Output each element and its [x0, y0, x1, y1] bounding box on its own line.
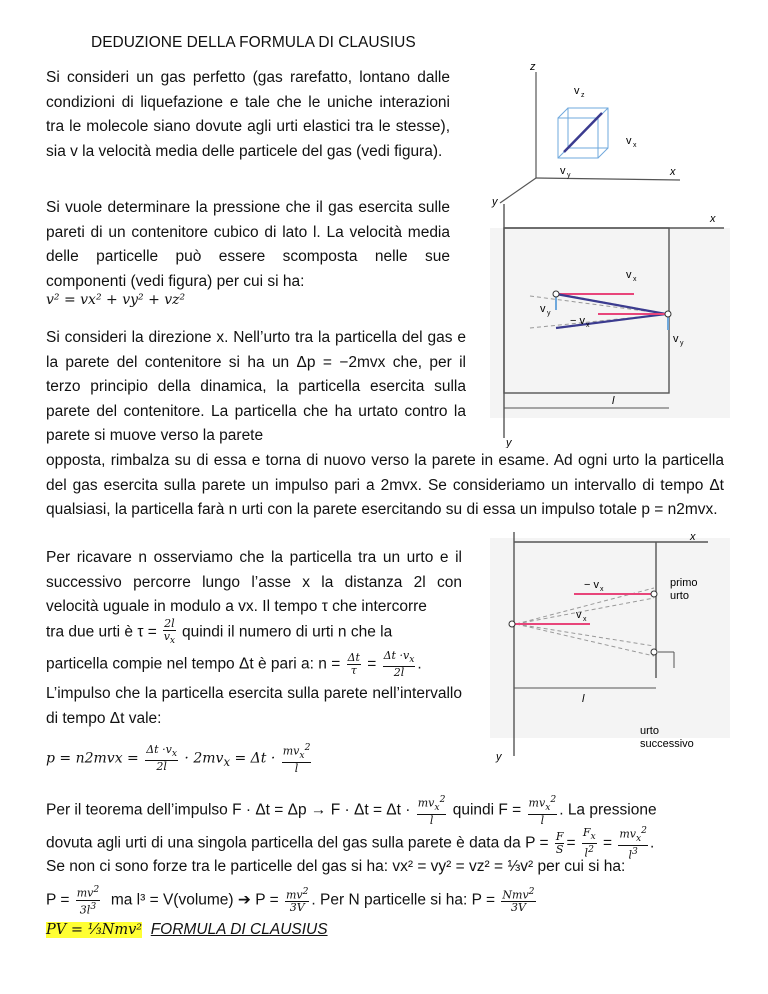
fig2-vy-left-label: v [540, 303, 546, 315]
fig2-vx-sub: x [633, 276, 637, 283]
n-line: particella compie nel tempo Δt è pari a: n = $\frac{\Delta t}{\tau}$ = $\frac{\Delta t \cdot v_x}{2l}$ . [46, 649, 422, 680]
fig1-vz-label: v [574, 85, 580, 97]
fig3-urto1-label: urto [670, 590, 689, 602]
fig2-vy-right-sub: y [680, 340, 684, 347]
force-text-3: . La pressione [559, 801, 657, 819]
volume-text-1: P = [46, 891, 70, 909]
fig2-l-label: l [612, 395, 615, 407]
clausius-formula: PV = ⅓Nmv² [46, 922, 143, 938]
impulse-equation: p = n2mvx = $\frac{\Delta t \cdot v_x}{2l}$ · $2mv_x = \Delta t$ · $\frac{mv_x^2}{l}$ [46, 742, 311, 775]
collisions-paragraph: Per ricavare n osserviamo che la particella tra un urto e il successivo percorre lungo l’asse x la distanza 2l con velocità uguale in modulo a vx. Il tempo τ che intercorre [46, 549, 462, 615]
fig3-successivo-label: successivo [640, 738, 694, 750]
fig3-next-collision [651, 649, 657, 655]
pressure-paragraph: Si vuole determinare la pressione che il gas esercita sulle pareti di un contenitore cubico di lato l. La velocità media delle particelle può essere scomposta nelle sue componenti (vedi figura) per cui si ha: [46, 199, 450, 290]
n-fraction-2: $\frac{\Delta t \cdot v_x}{2l}$ [383, 649, 415, 680]
velocity-components-figure [480, 58, 710, 208]
successive-collisions-figure [490, 528, 730, 768]
tau-text-2: quindi il numero di urti n che la [181, 623, 393, 641]
fig2-vy-left-sub: y [547, 310, 551, 317]
collision-box-figure [490, 198, 730, 448]
fig3-mvx-label: − v [584, 579, 599, 591]
fig2-particle [553, 291, 559, 297]
fig3-left-wall-collision [509, 621, 515, 627]
n-fraction: $\frac{\Delta t}{\tau}$ [347, 651, 360, 678]
tau-line [46, 618, 462, 647]
fig3-l-label: l [582, 693, 585, 705]
single-pressure-line: dovuta agli urti di una singola particella del gas sulla parete è data da P = $\frac{F}{S}$ = $\frac{F_x}{l^2}$ = $\frac{mv_x^2}{l^3}$ . [46, 825, 655, 862]
fig2-particle-impact [665, 311, 671, 317]
n-text: particella compie nel tempo Δt è pari a: n = [46, 655, 341, 673]
impulse-frac-2: $\frac{mv_x^2}{l}$ [282, 742, 311, 775]
fig3-x-label: x [690, 531, 696, 543]
fig1-z-label: z [530, 61, 536, 73]
volume-frac-2: $\frac{mv^2}{3V}$ [285, 885, 309, 915]
fig3-vx-label: v [576, 609, 582, 621]
velocity-equation: v² = vx² + vy² + vz² [46, 292, 186, 308]
fig3-first-collision [651, 591, 657, 597]
fig2-mvx-label: − v [570, 315, 585, 327]
fig2-vx-label: v [626, 269, 632, 281]
impulse-interval-line: L’impulso che la particella esercita sulla parete nell’intervallo di tempo Δt vale: [46, 685, 462, 727]
force-text: Per il teorema dell’impulso F · Δt = Δp → F · Δt = Δt · [46, 801, 411, 819]
volume-frac-3: $\frac{Nmv^2}{3V}$ [502, 885, 535, 915]
impulse-frac-1: $\frac{\Delta t \cdot v_x}{2l}$ [146, 742, 177, 774]
volume-text-2: ma l³ = V(volume) [110, 891, 234, 909]
volume-text-4: . Per N particelle si ha: P = [311, 891, 496, 909]
fig2-x-label: x [710, 213, 716, 225]
impulse-equation-lhs: p = n2mvx = [46, 750, 139, 767]
x-direction-paragraph: Si consideri la direzione x. Nell’urto tra la particella del gas e la parete del contenitore si ha un Δp = −2mvx che, per il terzo principio della dinamica, la particella esercita sulla parete del contenitore. La particella che ha urtato contro la parete si muove verso la parete [46, 329, 466, 444]
fig3-primo-label: primo [670, 577, 698, 589]
force-line [46, 794, 724, 827]
pressure-frac-2: $\frac{F_x}{l^2}$ [582, 825, 596, 860]
fig1-vx-label: v [626, 135, 632, 147]
fig1-y-label: y [492, 196, 498, 208]
pressure-frac-3: $\frac{mv_x^2}{l^3}$ [619, 825, 647, 862]
tau-fraction: $\frac{2l}{v_x}$ [163, 617, 176, 647]
final-formula-line [46, 918, 546, 943]
fig2-y-label: y [506, 437, 512, 448]
fig3-y-label: y [496, 751, 502, 763]
intro-paragraph: Si consideri un gas perfetto (gas rarefatto, lontano dalle condizioni di liquefazione e tale che le uniche interazioni tra le molecole siano dovute agli urti elastici tra le stesse), sia v la velocità media delle particele del gas (vedi figura). [46, 69, 450, 160]
no-forces-line: Se non ci sono forze tra le particelle del gas si ha: vx² = vy² = vz² = ⅓v² per cui si ha: [46, 858, 626, 875]
fig1-vx-sub: x [633, 142, 637, 149]
impulse-paragraph: opposta, rimbalza su di essa e torna di nuovo verso la parete in esame. Ad ogni urto la particella del gas esercita sulla parete un impulso pari a 2mvx. Se consideriamo un intervallo di tempo Δt qualsiasi, la particella farà n urti con la parete esercitando su di essa un impulso totale p = n2mvx. [46, 452, 724, 518]
single-pressure-text: dovuta agli urti di una singola particella del gas sulla parete è data da P = [46, 834, 549, 852]
x-axis [536, 178, 680, 180]
volume-frac-1: $\frac{mv^2}{3l^3}$ [76, 884, 100, 917]
pressure-frac-1: $\frac{F}{S}$ [555, 829, 564, 856]
volume-text-3: ➔ P = [237, 891, 279, 909]
force-frac-1: $\frac{mv_x^2}{l}$ [417, 794, 446, 827]
fig2-mvx-sub: x [586, 322, 590, 329]
fig1-vy-label: v [560, 165, 566, 177]
fig3-vx-sub: x [583, 616, 587, 623]
fig3-urto2-label: urto [640, 725, 659, 737]
page-title: DEDUZIONE DELLA FORMULA DI CLAUSIUS [91, 34, 416, 51]
volume-line [46, 884, 724, 916]
fig3-mvx-sub: x [600, 586, 604, 593]
fig1-vy-sub: y [567, 172, 571, 179]
fig2-vy-right-label: v [673, 333, 679, 345]
fig1-vz-sub: z [581, 92, 585, 99]
velocity-arrow [564, 113, 602, 152]
force-text-2: quindi F = [452, 801, 522, 819]
tau-text: tra due urti è τ = [46, 623, 157, 641]
fig1-x-label: x [670, 166, 676, 178]
formula-label: FORMULA DI CLAUSIUS [150, 921, 328, 938]
force-frac-2: $\frac{mv_x^2}{l}$ [528, 794, 557, 827]
